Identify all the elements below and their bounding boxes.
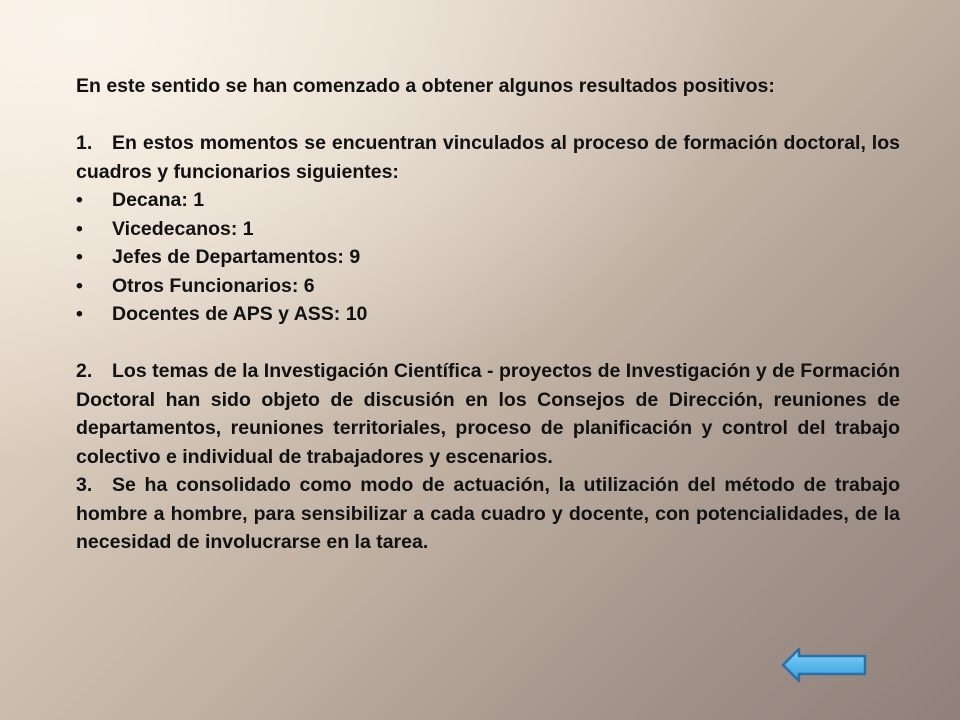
list-item (76, 215, 900, 244)
list-item (76, 300, 900, 329)
arrow-shape (783, 649, 865, 681)
list-item (76, 272, 900, 301)
arrow-left-icon (781, 647, 867, 683)
list-item-text: Decana: 1 (112, 189, 205, 211)
list-item-text: Jefes de Departamentos: 9 (112, 246, 361, 268)
point-2-text: Los temas de la Investigación Científica - proyectos de Investigación y de Formación Doctoral han sido objeto de discusión en los Consejos de Dirección, reuniones de departamentos, reuniones territoriales, proceso de planificación y control del trabajo colectivo e individual de trabajadores y escenarios. (76, 360, 900, 468)
point-2 (76, 357, 900, 471)
officials-list (76, 186, 900, 329)
bullet-icon: • (76, 217, 83, 240)
bullet-icon: • (76, 303, 83, 325)
bullet-icon: • (76, 189, 83, 211)
point-1-text: En estos momentos se encuentran vinculados al proceso de formación doctoral, los cuadros y funcionarios siguientes: (76, 132, 900, 183)
point-1 (76, 129, 900, 186)
list-item-text: Docentes de APS y ASS: 10 (112, 303, 368, 325)
point-1-number: 1. (76, 132, 93, 154)
slide-content (76, 72, 900, 557)
list-item (76, 186, 900, 215)
bullet-icon: • (76, 274, 83, 297)
list-item (76, 243, 900, 272)
list-item-text: Otros Funcionarios: 6 (112, 274, 315, 297)
point-3 (76, 471, 900, 557)
intro-paragraph: En este sentido se han comenzado a obtener algunos resultados positivos: (76, 75, 775, 97)
point-2-number: 2. (76, 360, 93, 382)
point-3-number: 3. (76, 474, 93, 496)
bullet-icon: • (76, 246, 83, 268)
point-3-text: Se ha consolidado como modo de actuación, la utilización del método de trabajo hombre a hombre, para sensibilizar a cada cuadro y docente, con potencialidades, de la necesidad de involucrarse en la tarea. (76, 474, 900, 553)
list-item-text: Vicedecanos: 1 (112, 217, 254, 240)
back-button[interactable] (781, 647, 867, 683)
